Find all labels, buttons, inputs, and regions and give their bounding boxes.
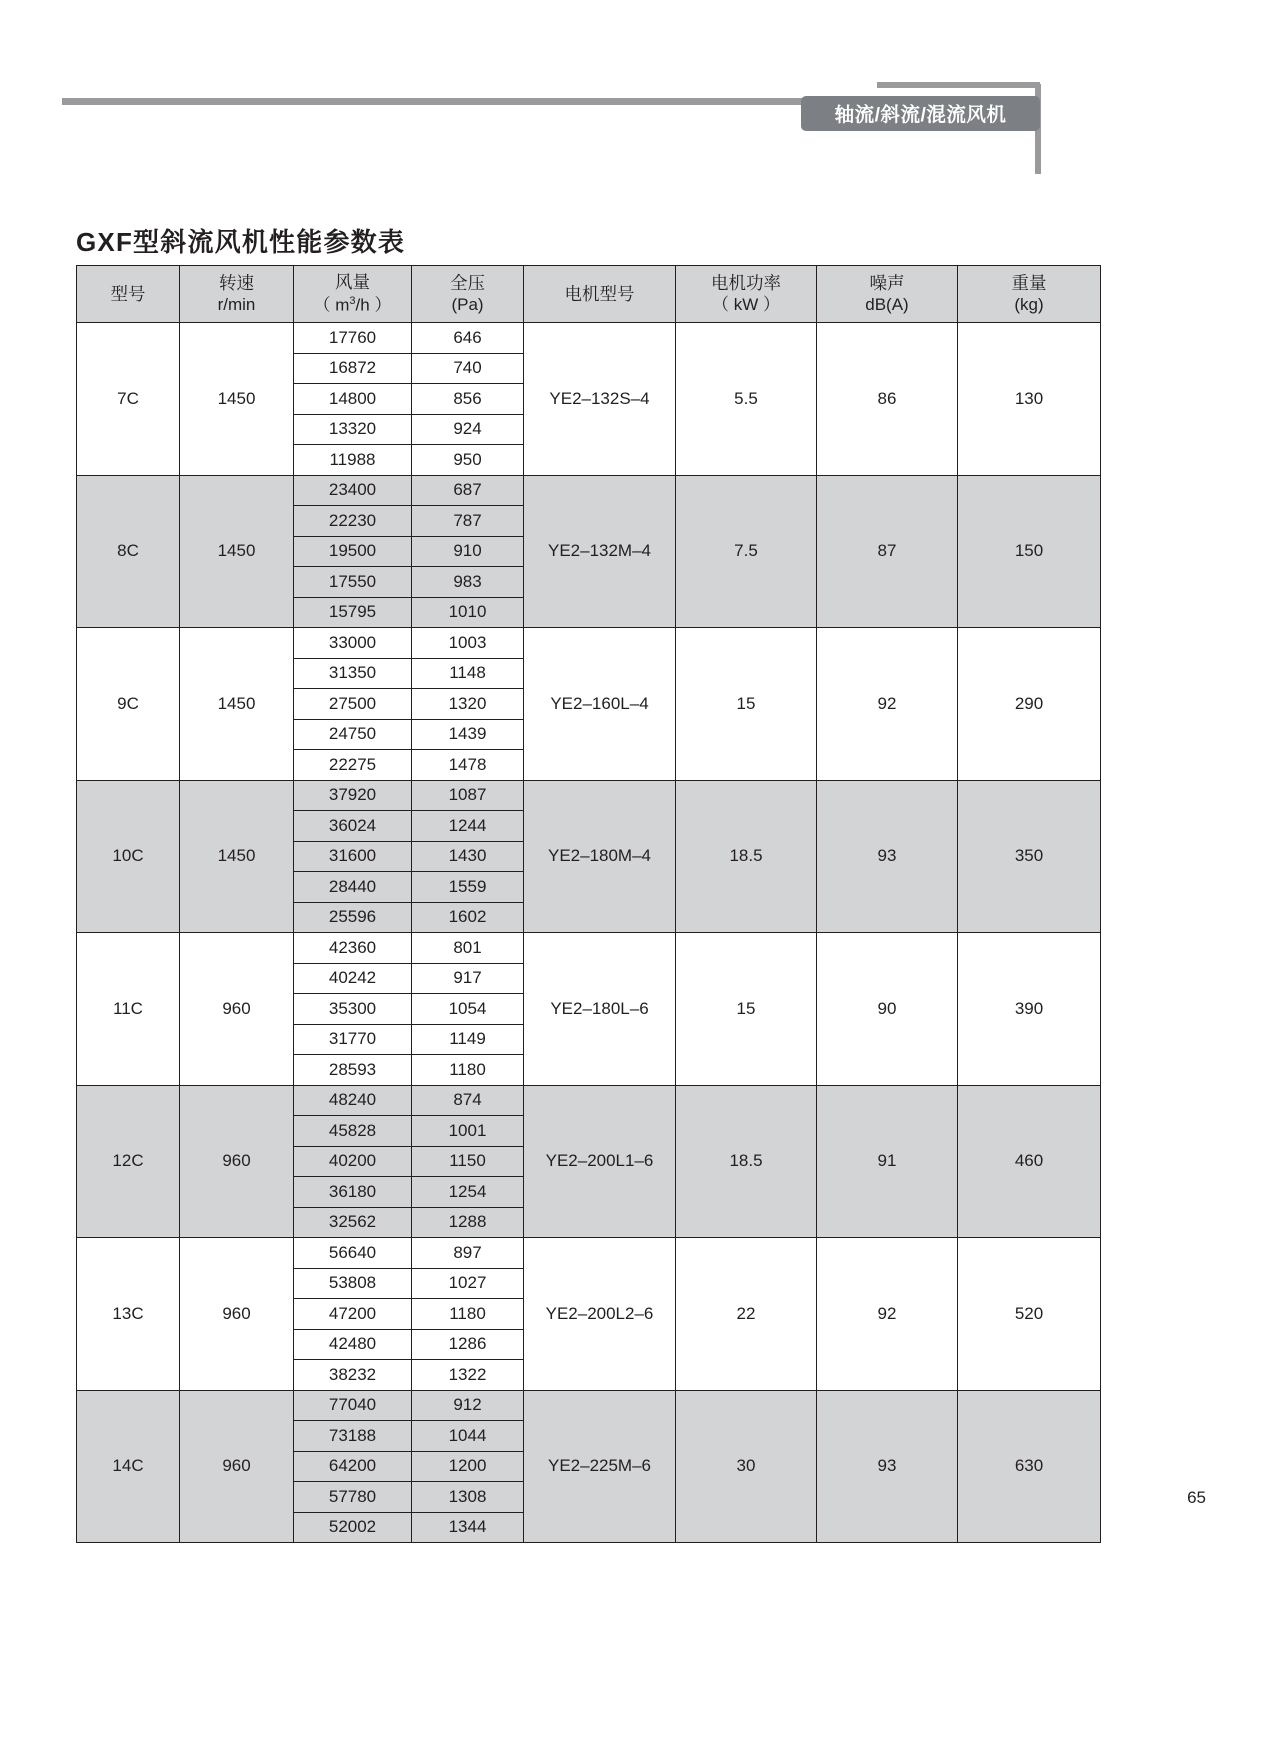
column-header-line1: 噪声 [869, 272, 905, 293]
cell-power: 22 [676, 1238, 817, 1391]
cell-flow: 15795 [294, 597, 412, 628]
cell-flow: 13320 [294, 414, 412, 445]
cell-model: 14C [77, 1390, 180, 1543]
column-header-text [817, 272, 957, 317]
column-header-line1: 型号 [110, 283, 146, 304]
cell-pressure: 787 [412, 506, 524, 537]
cell-pressure: 1286 [412, 1329, 524, 1360]
cell-power: 30 [676, 1390, 817, 1543]
column-header-line1: 风量 [335, 272, 370, 293]
cell-pressure: 1003 [412, 628, 524, 659]
column-header-line1: 转速 [219, 272, 254, 293]
column-header-text [524, 283, 675, 306]
cell-flow: 31770 [294, 1024, 412, 1055]
cell-flow: 31600 [294, 841, 412, 872]
cell-pressure: 1308 [412, 1482, 524, 1513]
cell-flow: 37920 [294, 780, 412, 811]
cell-model: 8C [77, 475, 180, 628]
cell-flow: 56640 [294, 1238, 412, 1269]
table-row [77, 1390, 1101, 1421]
cell-flow: 77040 [294, 1390, 412, 1421]
cell-motor: YE2–180L–6 [524, 933, 676, 1086]
cell-pressure: 1244 [412, 811, 524, 842]
cell-pressure: 1602 [412, 902, 524, 933]
cell-motor: YE2–200L2–6 [524, 1238, 676, 1391]
cell-flow: 42360 [294, 933, 412, 964]
cell-rpm: 1450 [180, 323, 294, 476]
cell-rpm: 1450 [180, 780, 294, 933]
cell-rpm: 960 [180, 1390, 294, 1543]
cell-pressure: 1200 [412, 1451, 524, 1482]
column-header-flow [294, 266, 412, 323]
cell-flow: 53808 [294, 1268, 412, 1299]
cell-flow: 45828 [294, 1116, 412, 1147]
cell-pressure: 1254 [412, 1177, 524, 1208]
column-header-line1: 全压 [450, 272, 485, 293]
cell-motor: YE2–132S–4 [524, 323, 676, 476]
cell-flow: 36024 [294, 811, 412, 842]
cell-weight: 520 [958, 1238, 1101, 1391]
header-rule-stub [877, 82, 1040, 88]
cell-power: 15 [676, 933, 817, 1086]
column-header-model [77, 266, 180, 323]
cell-flow: 33000 [294, 628, 412, 659]
cell-pressure: 1322 [412, 1360, 524, 1391]
cell-model: 12C [77, 1085, 180, 1238]
cell-flow: 11988 [294, 445, 412, 476]
cell-pressure: 1087 [412, 780, 524, 811]
cell-flow: 23400 [294, 475, 412, 506]
column-header-text [77, 283, 179, 306]
cell-noise: 87 [817, 475, 958, 628]
cell-rpm: 960 [180, 1085, 294, 1238]
cell-pressure: 1010 [412, 597, 524, 628]
cell-flow: 32562 [294, 1207, 412, 1238]
cell-flow: 24750 [294, 719, 412, 750]
cell-rpm: 960 [180, 933, 294, 1086]
cell-pressure: 1559 [412, 872, 524, 903]
cell-rpm: 960 [180, 1238, 294, 1391]
column-header-text [958, 272, 1100, 317]
cell-flow: 19500 [294, 536, 412, 567]
cell-noise: 90 [817, 933, 958, 1086]
cell-model: 10C [77, 780, 180, 933]
column-header-line2: dB(A) [865, 295, 909, 315]
cell-flow: 48240 [294, 1085, 412, 1116]
cell-weight: 130 [958, 323, 1101, 476]
cell-weight: 390 [958, 933, 1101, 1086]
performance-table [76, 265, 1101, 1543]
cell-flow: 17550 [294, 567, 412, 598]
table-row [77, 628, 1101, 659]
cell-motor: YE2–160L–4 [524, 628, 676, 781]
cell-motor: YE2–200L1–6 [524, 1085, 676, 1238]
cell-pressure: 856 [412, 384, 524, 415]
cell-motor: YE2–225M–6 [524, 1390, 676, 1543]
column-header-noise [817, 266, 958, 323]
cell-pressure: 1430 [412, 841, 524, 872]
cell-flow: 42480 [294, 1329, 412, 1360]
cell-pressure: 740 [412, 353, 524, 384]
table-row [77, 323, 1101, 354]
cell-flow: 47200 [294, 1299, 412, 1330]
cell-flow: 31350 [294, 658, 412, 689]
cell-flow: 22275 [294, 750, 412, 781]
cell-pressure: 801 [412, 933, 524, 964]
column-header-press [412, 266, 524, 323]
cell-weight: 150 [958, 475, 1101, 628]
table-row [77, 1085, 1101, 1116]
section-tab: 轴流/斜流/混流风机 [801, 96, 1040, 131]
cell-power: 5.5 [676, 323, 817, 476]
cell-flow: 22230 [294, 506, 412, 537]
page-header [0, 0, 1276, 200]
column-header-weight [958, 266, 1101, 323]
performance-table-container [76, 265, 1100, 1543]
column-header-line2: (Pa) [451, 295, 484, 315]
column-header-line2: （ kW ） [712, 295, 780, 315]
cell-noise: 91 [817, 1085, 958, 1238]
column-header-rpm [180, 266, 294, 323]
cell-flow: 35300 [294, 994, 412, 1025]
cell-pressure: 983 [412, 567, 524, 598]
cell-pressure: 910 [412, 536, 524, 567]
cell-flow: 17760 [294, 323, 412, 354]
cell-model: 13C [77, 1238, 180, 1391]
table-header-row [77, 266, 1101, 323]
cell-flow: 27500 [294, 689, 412, 720]
cell-model: 11C [77, 933, 180, 1086]
cell-flow: 73188 [294, 1421, 412, 1452]
cell-flow: 25596 [294, 902, 412, 933]
cell-flow: 64200 [294, 1451, 412, 1482]
column-header-line1: 重量 [1011, 272, 1047, 293]
cell-power: 15 [676, 628, 817, 781]
cell-rpm: 1450 [180, 628, 294, 781]
cell-noise: 92 [817, 1238, 958, 1391]
column-header-text [412, 272, 523, 317]
cell-pressure: 1180 [412, 1299, 524, 1330]
cell-pressure: 874 [412, 1085, 524, 1116]
column-header-line2: （ $m^3/h$ ） [313, 295, 392, 315]
cell-pressure: 687 [412, 475, 524, 506]
cell-pressure: 912 [412, 1390, 524, 1421]
cell-pressure: 1001 [412, 1116, 524, 1147]
cell-flow: 57780 [294, 1482, 412, 1513]
cell-pressure: 1148 [412, 658, 524, 689]
cell-flow: 40242 [294, 963, 412, 994]
cell-flow: 28593 [294, 1055, 412, 1086]
cell-flow: 38232 [294, 1360, 412, 1391]
cell-motor: YE2–132M–4 [524, 475, 676, 628]
cell-model: 7C [77, 323, 180, 476]
table-row [77, 933, 1101, 964]
cell-pressure: 1044 [412, 1421, 524, 1452]
cell-noise: 93 [817, 780, 958, 933]
column-header-text [294, 271, 411, 317]
table-body [77, 323, 1101, 1543]
cell-noise: 92 [817, 628, 958, 781]
cell-pressure: 1180 [412, 1055, 524, 1086]
cell-pressure: 1054 [412, 994, 524, 1025]
cell-flow: 14800 [294, 384, 412, 415]
cell-power: 7.5 [676, 475, 817, 628]
cell-pressure: 897 [412, 1238, 524, 1269]
cell-flow: 40200 [294, 1146, 412, 1177]
cell-flow: 28440 [294, 872, 412, 903]
page-number: 65 [1187, 1488, 1206, 1507]
cell-pressure: 1344 [412, 1512, 524, 1543]
cell-motor: YE2–180M–4 [524, 780, 676, 933]
cell-pressure: 1288 [412, 1207, 524, 1238]
table-row [77, 1238, 1101, 1269]
cell-flow: 36180 [294, 1177, 412, 1208]
cell-flow: 52002 [294, 1512, 412, 1543]
column-header-line1: 电机型号 [564, 283, 635, 304]
cell-rpm: 1450 [180, 475, 294, 628]
column-header-line2: (kg) [1014, 295, 1044, 315]
table-header [77, 266, 1101, 323]
cell-flow: 16872 [294, 353, 412, 384]
column-header-line2: r/min [217, 295, 256, 315]
column-header-text [180, 272, 293, 317]
cell-weight: 350 [958, 780, 1101, 933]
cell-pressure: 1150 [412, 1146, 524, 1177]
cell-weight: 460 [958, 1085, 1101, 1238]
cell-pressure: 1478 [412, 750, 524, 781]
cell-pressure: 917 [412, 963, 524, 994]
cell-pressure: 924 [412, 414, 524, 445]
cell-model: 9C [77, 628, 180, 781]
cell-power: 18.5 [676, 1085, 817, 1238]
table-row [77, 475, 1101, 506]
cell-pressure: 1439 [412, 719, 524, 750]
page-title: GXF型斜流风机性能参数表 [76, 227, 406, 257]
column-header-motor [524, 266, 676, 323]
table-row [77, 780, 1101, 811]
column-header-line1: 电机功率 [711, 272, 781, 293]
cell-pressure: 1149 [412, 1024, 524, 1055]
cell-pressure: 1027 [412, 1268, 524, 1299]
cell-noise: 93 [817, 1390, 958, 1543]
cell-pressure: 1320 [412, 689, 524, 720]
cell-weight: 290 [958, 628, 1101, 781]
column-header-text [676, 272, 816, 317]
column-header-power [676, 266, 817, 323]
cell-power: 18.5 [676, 780, 817, 933]
cell-pressure: 950 [412, 445, 524, 476]
cell-noise: 86 [817, 323, 958, 476]
cell-weight: 630 [958, 1390, 1101, 1543]
cell-pressure: 646 [412, 323, 524, 354]
